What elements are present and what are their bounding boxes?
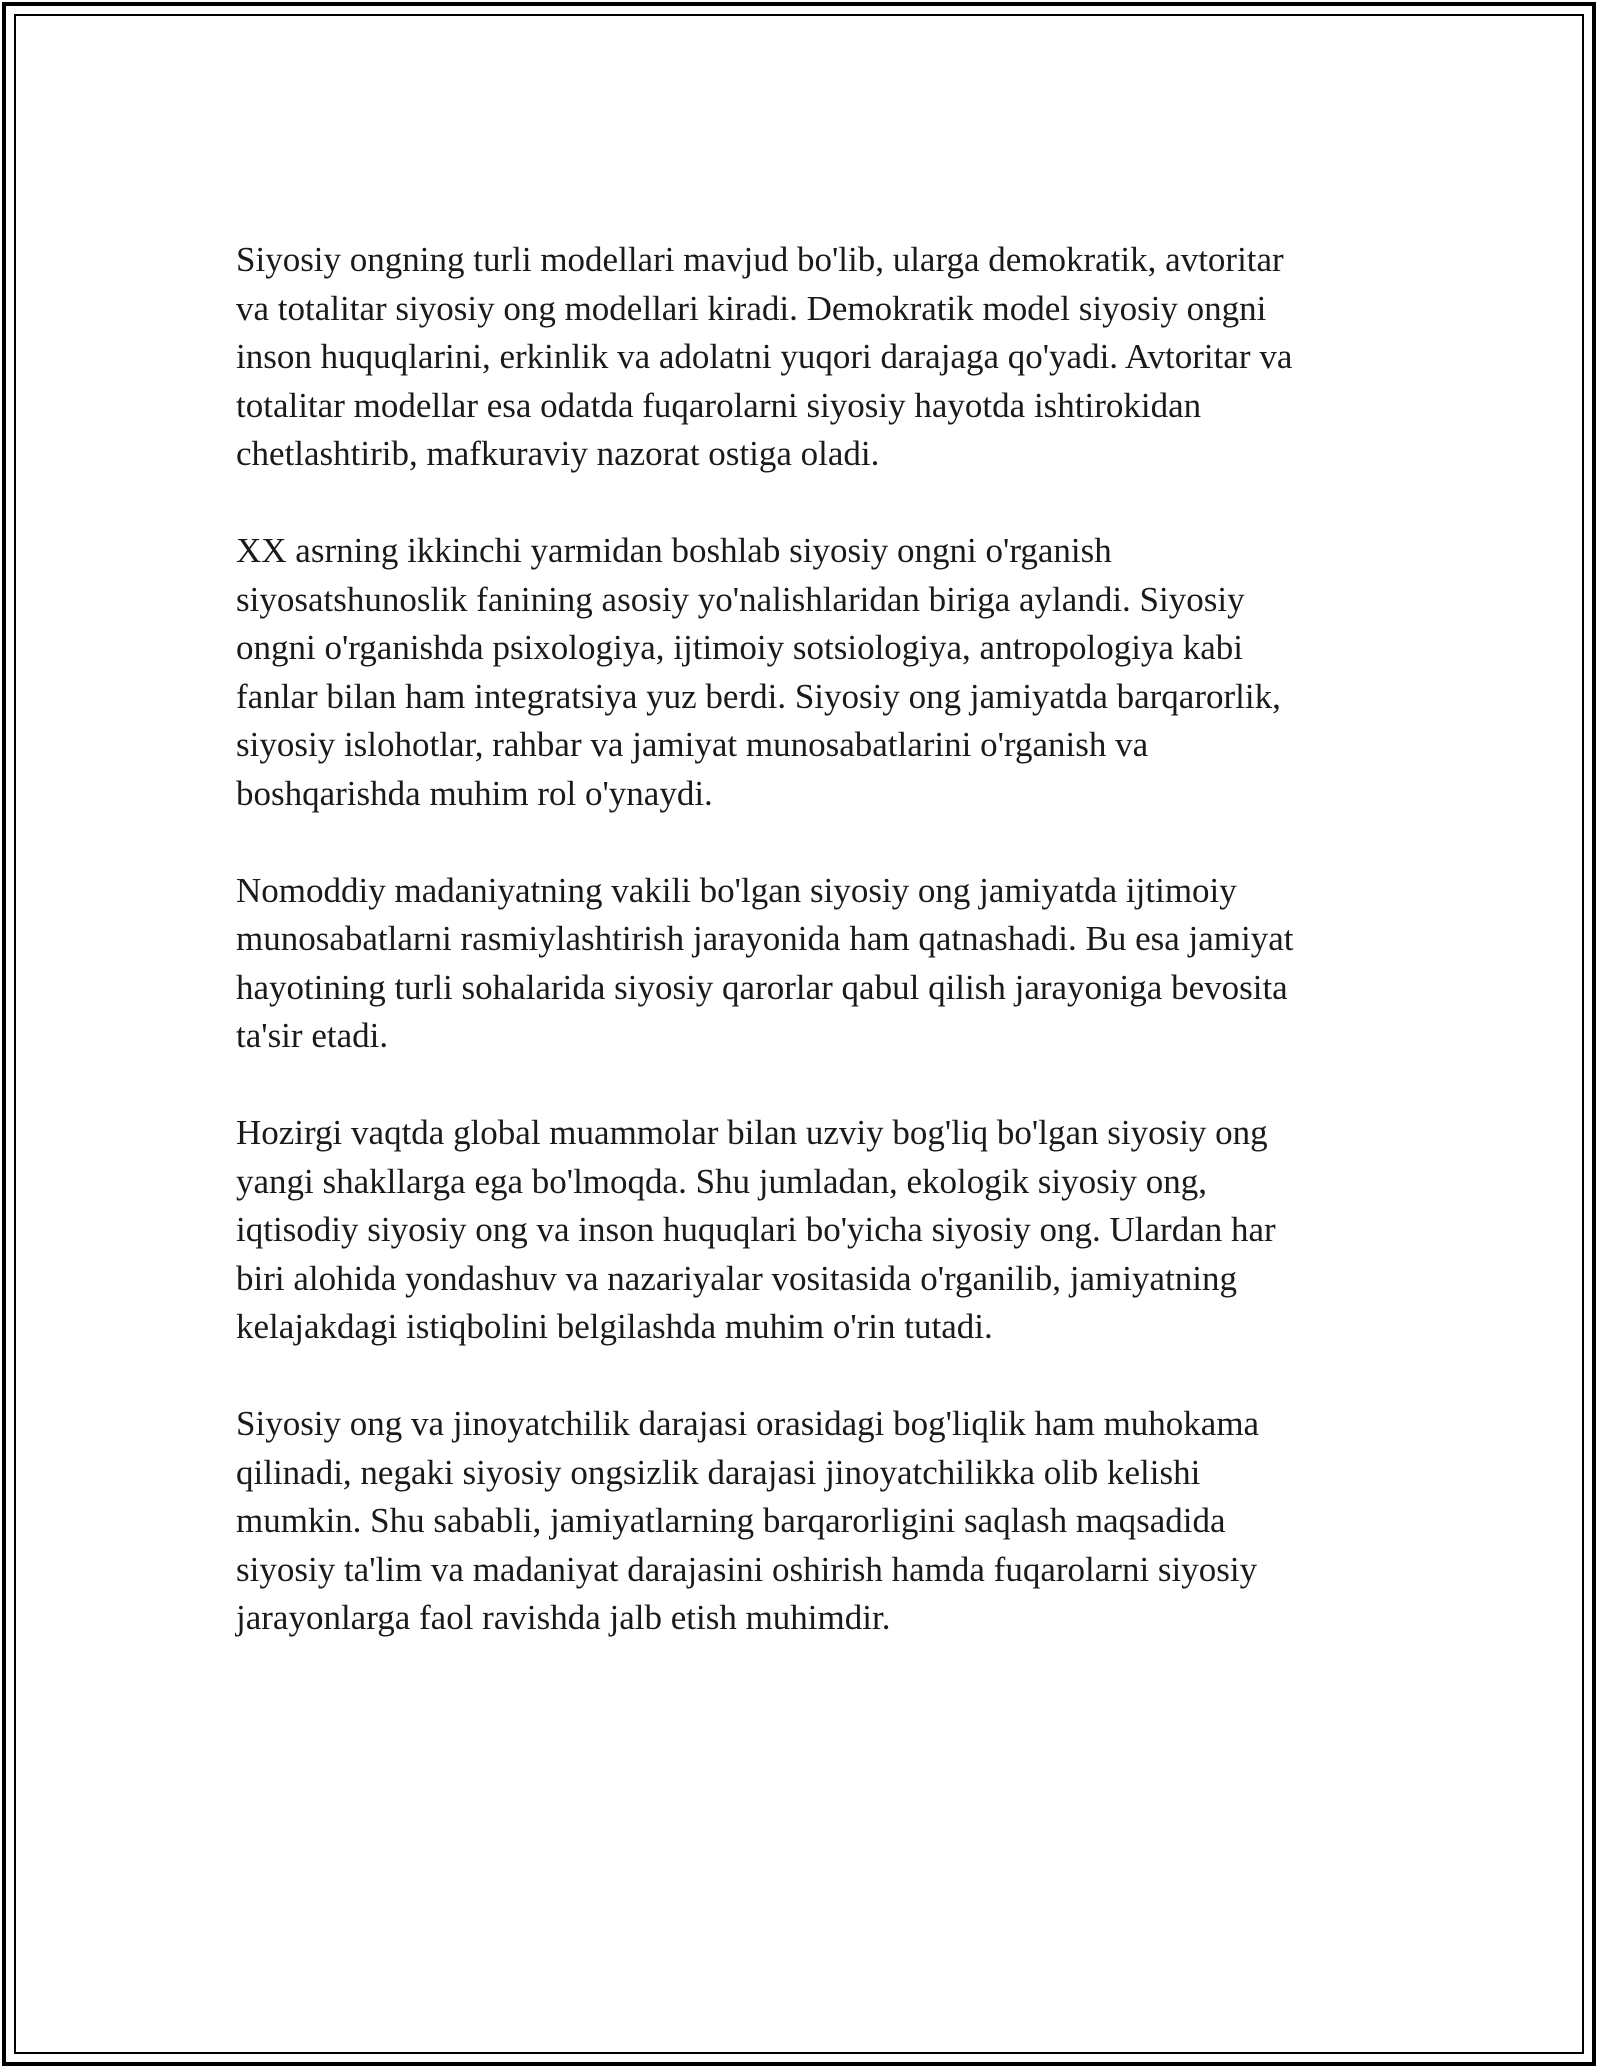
text-line: biri alohida yondashuv va nazariyalar vositasida o'rganilib, jamiyatning bbox=[236, 1258, 1237, 1298]
text-line: siyosiy islohotlar, rahbar va jamiyat munosabatlarini o'rganish va bbox=[236, 725, 1149, 764]
document-body bbox=[236, 236, 1376, 1691]
text-line: yangi shakllarga ega bo'lmoqda. Shu jumladan, ekologik siyosiy ong, bbox=[236, 1161, 1207, 1201]
text-line: totalitar modellar esa odatda fuqarolarni siyosiy hayotda ishtirokidan bbox=[236, 385, 1202, 425]
text-line: siyosatshunoslik fanining asosiy yo'nalishlaridan biriga aylandi. Siyosiy bbox=[236, 579, 1245, 619]
text-line: ongni o'rganishda psixologiya, ijtimoiy sotsiologiya, antropologiya kabi bbox=[236, 628, 1243, 667]
text-line: mumkin. Shu sababli, jamiyatlarning barqarorligini saqlash maqsadida bbox=[236, 1501, 1226, 1540]
text-line: kelajakdagi istiqbolini belgilashda muhim o'rin tutadi. bbox=[236, 1307, 993, 1346]
text-line: XX asrning ikkinchi yarmidan boshlab siyosiy ongni o'rganish bbox=[236, 531, 1112, 570]
text-line: inson huquqlarini, erkinlik va adolatni yuqori darajaga qo'yadi. Avtoritar va bbox=[236, 337, 1293, 376]
text-line: hayotining turli sohalarida siyosiy qarorlar qabul qilish jarayoniga bevosita bbox=[236, 967, 1288, 1007]
paragraph-3 bbox=[236, 867, 1376, 1061]
text-line: chetlashtirib, mafkuraviy nazorat ostiga oladi. bbox=[236, 434, 880, 473]
text-line: jarayonlarga faol ravishda jalb etish muhimdir. bbox=[236, 1598, 891, 1637]
text-line: ta'sir etadi. bbox=[236, 1016, 389, 1055]
text-line: boshqarishda muhim rol o'ynaydi. bbox=[236, 773, 713, 813]
text-line: qilinadi, negaki siyosiy ongsizlik darajasi jinoyatchilikka olib kelishi bbox=[236, 1452, 1201, 1492]
paragraph-1 bbox=[236, 236, 1376, 479]
text-line: munosabatlarni rasmiylashtirish jarayonida ham qatnashadi. Bu esa jamiyat bbox=[236, 919, 1294, 958]
text-line: fanlar bilan ham integratsiya yuz berdi. Siyosiy ong jamiyatda barqarorlik, bbox=[236, 676, 1281, 716]
text-line: iqtisodiy siyosiy ong va inson huquqlari bo'yicha siyosiy ong. Ulardan har bbox=[236, 1210, 1276, 1249]
text-line: Nomoddiy madaniyatning vakili bo'lgan siyosiy ong jamiyatda ijtimoiy bbox=[236, 870, 1237, 910]
text-line: siyosiy ta'lim va madaniyat darajasini oshirish hamda fuqarolarni siyosiy bbox=[236, 1549, 1258, 1589]
text-line: Siyosiy ongning turli modellari mavjud bo'lib, ularga demokratik, avtoritar bbox=[236, 240, 1284, 279]
paragraph-5 bbox=[236, 1400, 1376, 1643]
paragraph-4 bbox=[236, 1109, 1376, 1352]
text-line: Hozirgi vaqtda global muammolar bilan uzviy bog'liq bo'lgan siyosiy ong bbox=[236, 1113, 1268, 1152]
paragraph-2 bbox=[236, 527, 1376, 818]
text-line: Siyosiy ong va jinoyatchilik darajasi orasidagi bog'liqlik ham muhokama bbox=[236, 1404, 1260, 1443]
text-line: va totalitar siyosiy ong modellari kiradi. Demokratik model siyosiy ongni bbox=[236, 288, 1267, 328]
